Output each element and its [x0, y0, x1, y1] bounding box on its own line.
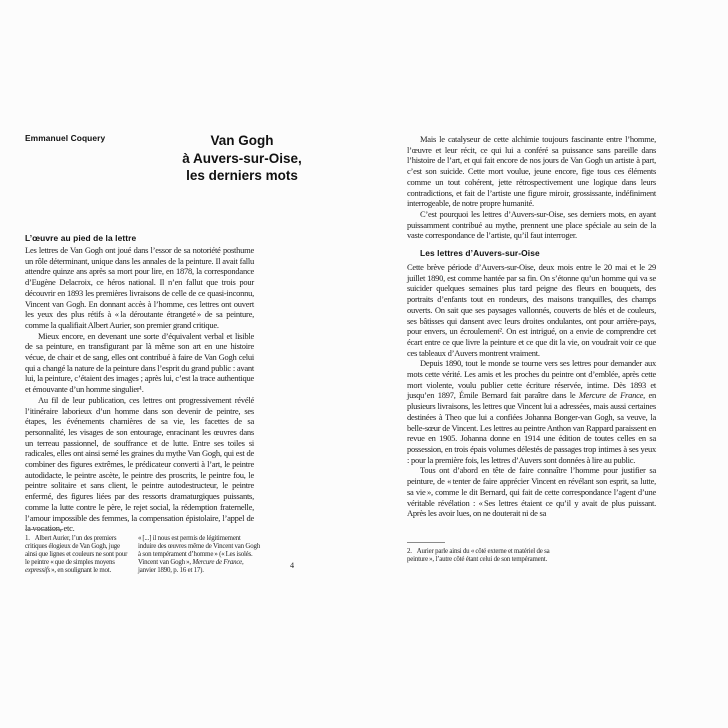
footnote-2 [407, 548, 553, 564]
footnote-number: 2. [407, 548, 412, 555]
footnote-text: Aurier parle ainsi du « côté externe et matériel de sa peinture », l’autre côté étant celui de son tempérament. [407, 548, 550, 564]
footnote-text: , janvier 1890, p. 16 et 17). [138, 559, 244, 575]
paragraph-text: Depuis 1890, tout le monde se tourne vers ses lettres pour demander aux mots cette vérité. Les amis et les proches du peintre ont d’emblée, après cette mort violente, voulu publier cette écriture réservée, intime. Dès 1893 et jusqu’en 1897, Émile Bernard fait paraître dans le [407, 358, 656, 401]
footnote-text: Albert Aurier, l’un des premiers critiques élogieux de Van Gogh, juge ainsi que lignes et couleurs ne sont pour le peintre « que de simples moyens [25, 535, 128, 567]
right-page-body [407, 134, 656, 519]
footnote-1 [25, 535, 133, 575]
footnote-number: 1. [25, 535, 30, 542]
paragraph: Cette brève période d’Auvers-sur-Oise, deux mois entre le 20 mai et le 29 juillet 1890, est comme hantée par sa fin. On s’étonne qu’un homme qui va se suicider quelques semaines plus tard peigne des fleurs en bouquets, des portraits d’enfants tout en rondeurs, des maisons tranquilles, des champs ouverts. On sait que ses paysages vallonnés, couverts de blés et de couleurs, ses bâtisses qui dansent avec leurs droites ondulantes, ont pour arrière-pays, pour envers, un écroulement². On est intrigué, on a envie de comprendre cet écart entre ce que livre la peinture et ce que dit la vie, on voudrait voir ce que ces tableaux d’Auvers montrent vraiment. [407, 262, 656, 358]
paragraph: Les lettres de Van Gogh ont joué dans l’essor de sa notoriété posthume un rôle déterminant, unique dans les annales de la peinture. Il avait fallu attendre quinze ans après sa mort pour lire, en 1878, la correspondance d’Eugène Delacroix, ce héros national. Il n’en fallut que trois pour découvrir en 1893 les premières livraisons de celle de ce quasi-inconnu, Vincent van Gogh. En donnant accès à l’homme, ces lettres ont ouvert les yeux des plus rétifs à « la déroutante étrangeté » de sa peinture, comme la qualifiait Albert Aurier, son premier grand critique. [25, 245, 254, 330]
footnote-text: », en soulignant le mot. [49, 567, 111, 575]
section-heading-left: L’œuvre au pied de la lettre [25, 233, 137, 243]
paragraph: Mieux encore, en devenant une sorte d’équivalent verbal et lisible de sa peinture, en transfigurant par là même son art en une histoire vécue, de chair et de sang, elles ont contribué à faire de Van Gogh celui qui a changé la nature de la peinture dans l’esprit du grand public : avant lui, la peinture, c’étaient des images ; après lui, c’est la trace authentique et émouvante d’un homme singulier¹. [25, 330, 254, 395]
paragraph: Tous ont d’abord en tête de faire connaître l’homme pour justifier sa peinture, de « tenter de faire apprécier Vincent en révélant son esprit, sa lutte, sa vie », comme le dit Bernard, qui fait de cette correspondance l’agent d’une véritable révélation : « Ses lettres étaient ce qu’il y avait de plus puissant. Après les avoir lues, on ne douterait ni de sa [407, 465, 656, 519]
article-title [158, 132, 326, 185]
footnote-text-italic: Mercure de France [192, 559, 243, 567]
footnote-separator-rule [407, 542, 445, 543]
footnote-text: « [...] il nous est permis de légitimement induire des œuvres même de Vincent van Gogh à son tempérament d’homme » (« Les isolés. Vincent van Gogh », [138, 535, 260, 567]
left-page-footnotes [25, 535, 260, 575]
paragraph [407, 358, 656, 465]
section-heading-right: Les lettres d’Auvers-sur-Oise [420, 248, 540, 259]
author-name: Emmanuel Coquery [25, 133, 106, 143]
paragraph: C’est pourquoi les lettres d’Auvers-sur-Oise, ses derniers mots, en ayant puissamment contribué au mythe, prennent une place spéciale au sein de la vaste correspondance de l’artiste, qu’il faut interroger. [407, 208, 656, 241]
footnote-separator-rule [25, 529, 63, 530]
paragraph: Mais le catalyseur de cette alchimie toujours fascinante entre l’homme, l’œuvre et leur récit, ce qui lui a conféré sa puissance sans pareille dans l’histoire de l’art, et qui fait encore de nos jours de Van Gogh un artiste à part, c’est son suicide. Cette mort voulue, jeune encore, fige tous ces éléments comme un tout cohérent, jette rétrospectivement une logique dans leurs contradictions, et fait de l’artiste une figure miroir, grossissante, indéfiniment interrogeable, de notre propre humanité. [407, 134, 656, 209]
title-line-1: Van Gogh [210, 133, 274, 148]
footnote-text-italic: expressifs [25, 567, 50, 575]
title-line-3: les derniers mots [186, 168, 298, 183]
journal-title-italic: Mercure de France [578, 390, 644, 401]
page-number: 4 [289, 561, 295, 570]
paragraph-text: , en plusieurs livraisons, les lettres que Vincent lui a adressées, mais aussi certaines destinées à Theo que lui a confiées Johanna Bonger-van Gogh, sa veuve, la belle-sœur de Vincent. Les lettres au peintre Anthon van Rappard paraissent en revue en 1905. Johanna donne en 1914 une édition de toutes celles en sa possession, en trois épais volumes délestés de passages trop intimes à ses yeux : pour la première fois, les lettres d’Auvers sont données à lire au public. [407, 390, 656, 465]
title-line-2: à Auvers-sur-Oise, [182, 150, 302, 166]
left-page-body [25, 245, 254, 534]
footnote-1-continuation [138, 535, 260, 575]
paragraph: Au fil de leur publication, ces lettres ont progressivement révélé l’itinéraire laborieux d’un homme dans son devenir de peintre, ses étapes, les événements charnières de sa vie, les facettes de sa personnalité, les visages de son entourage, enracinant les œuvres dans un terreau passionnel, de souffrance et de lutte. Entre ses toiles si radicales, elles ont ainsi semé les graines du mythe Van Gogh, qui est de combiner des figures extrêmes, le prédicateur converti à l’art, le peintre autodidacte, le peintre ascète, le peintre des proscrits, le peintre fou, le peintre solitaire et sans client, le peintre autodestructeur, le peintre enfermé, des figures liées par des ressorts dramaturgiques puissants, comme la lutte contre le père, le rejet social, la rédemption fraternelle, l’amour impossible des femmes, la compensation épistolaire, l’appel de la vocation, etc. [25, 394, 254, 534]
